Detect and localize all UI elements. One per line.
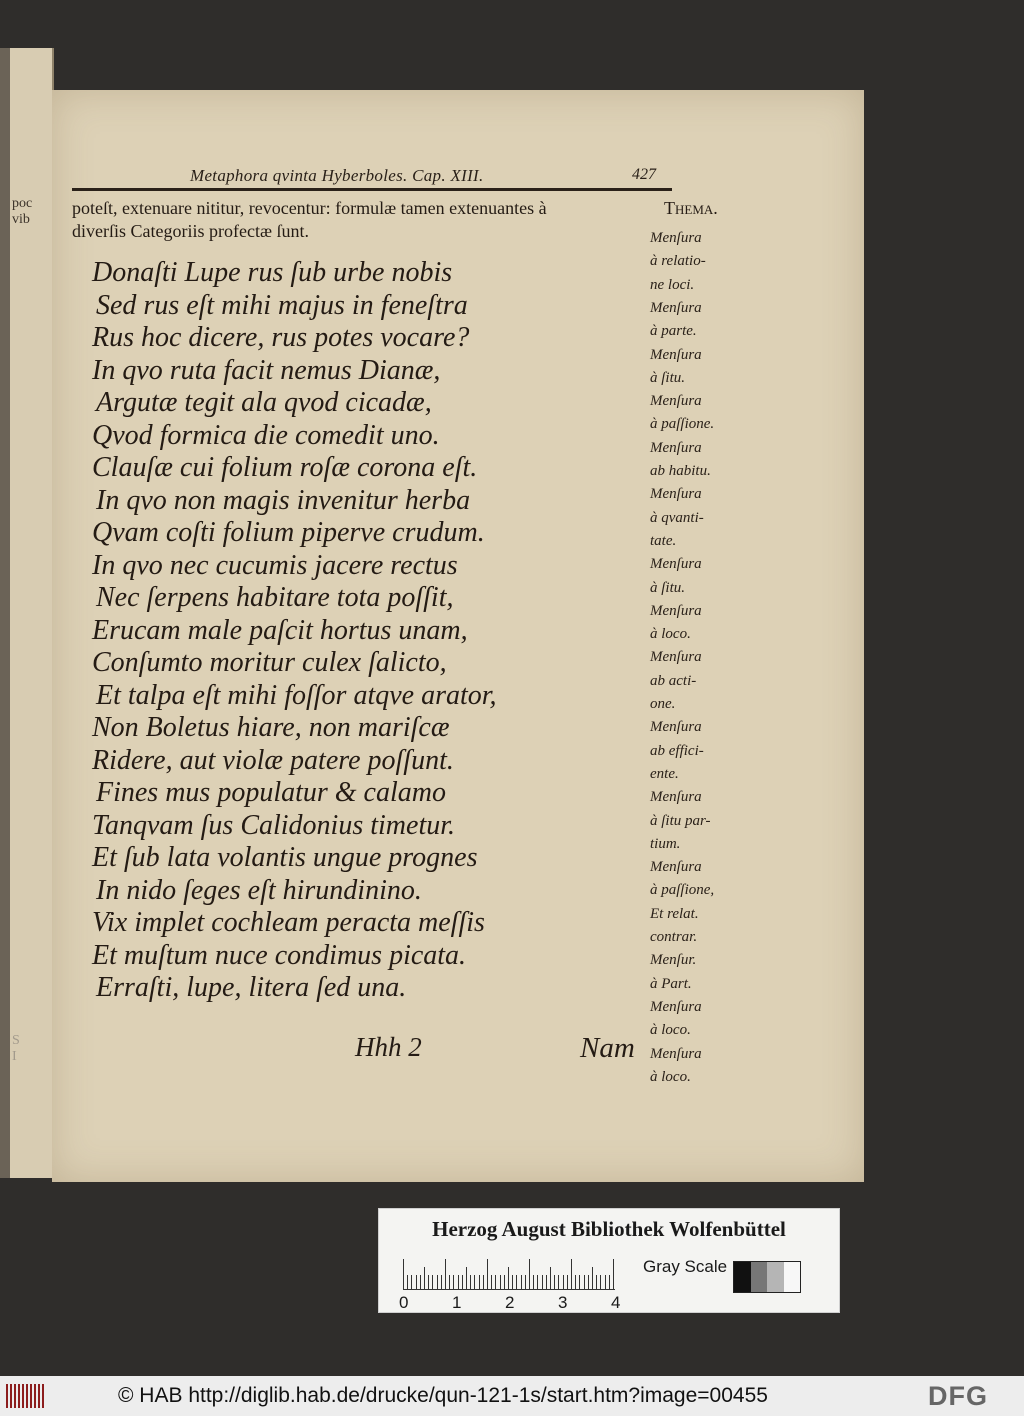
ruler-tick xyxy=(411,1275,412,1289)
ruler-tick xyxy=(525,1275,526,1289)
gray-patch xyxy=(734,1262,751,1292)
ruler-tick xyxy=(504,1275,505,1289)
ruler-tick xyxy=(554,1275,555,1289)
ruler-tick xyxy=(550,1267,551,1289)
ruler-tick xyxy=(470,1275,471,1289)
ruler-number: 4 xyxy=(611,1293,621,1312)
marginal-note: Menſura xyxy=(650,998,702,1015)
marginal-note: Menſur. xyxy=(650,952,697,969)
verse-line: Et ſub lata volantis ungue prognes xyxy=(92,842,478,873)
color-reference-card xyxy=(378,1208,840,1313)
verse-line: Erucam male paſcit hortus unam, xyxy=(92,614,468,646)
verse-line: Qvod formica die comedit uno. xyxy=(92,419,440,451)
ruler-tick xyxy=(533,1275,534,1289)
thema-label: Thema. xyxy=(664,198,718,218)
ruler-tick xyxy=(600,1275,601,1289)
verse-line: Conſumto moritur culex ſalicto, xyxy=(92,647,447,678)
marginal-note: à paſſione. xyxy=(650,416,715,433)
running-header xyxy=(72,166,672,192)
ruler-tick xyxy=(529,1259,530,1289)
verse-line: Et talpa eſt mihi foſſor atqve arator, xyxy=(96,679,497,711)
ruler-tick xyxy=(420,1275,421,1289)
ruler-tick xyxy=(508,1267,509,1289)
verse-line: Nec ſerpens habitare tota poſſit, xyxy=(96,582,454,613)
marginal-note: Menſura xyxy=(650,719,702,736)
ruler-tick xyxy=(479,1275,480,1289)
copyright-link[interactable]: © HAB http://diglib.hab.de/drucke/qun-121-1s/start.htm?image=00455 xyxy=(118,1384,768,1407)
ruler-tick xyxy=(521,1275,522,1289)
ruler-tick xyxy=(495,1275,496,1289)
gray-patch xyxy=(767,1262,784,1292)
ruler-tick xyxy=(428,1275,429,1289)
marginal-note: à loco. xyxy=(650,626,691,643)
marginal-note: ente. xyxy=(650,765,679,782)
ruler-number: 3 xyxy=(558,1293,568,1312)
catchword: Nam xyxy=(580,1032,635,1064)
prose-line-2: diverſis Categoriis profectæ ſunt. xyxy=(72,221,309,241)
previous-page-fragment: I xyxy=(12,1049,17,1064)
marginal-note: à relatio- xyxy=(650,253,706,270)
previous-page-fragment: S xyxy=(12,1033,20,1048)
ruler-tick xyxy=(584,1275,585,1289)
marginal-note: tate. xyxy=(650,532,677,549)
ruler-tick xyxy=(466,1267,467,1289)
running-title: Metaphora qvinta Hyberboles. Cap. XIII. xyxy=(190,166,484,185)
ruler-tick xyxy=(449,1275,450,1289)
previous-page-text-bottom xyxy=(12,1033,48,1065)
barcode-icon xyxy=(6,1384,44,1408)
marginal-note: à qvanti- xyxy=(650,509,704,526)
verse-line: In qvo nec cucumis jacere rectus xyxy=(92,549,458,581)
marginal-note: Menſura xyxy=(650,649,702,666)
marginal-note: ab effici- xyxy=(650,742,704,759)
ruler-tick xyxy=(542,1275,543,1289)
library-name: Herzog August Bibliothek Wolfenbüttel xyxy=(432,1217,786,1241)
ruler-tick xyxy=(609,1275,610,1289)
prose-line-1: poteſt, extenuare nititur, revocentur: formulæ tamen extenuantes à xyxy=(72,198,547,218)
previous-page-fragment: vib xyxy=(12,212,30,227)
gray-patch xyxy=(751,1262,768,1292)
ruler-tick xyxy=(605,1275,606,1289)
book-cover-edge xyxy=(0,48,10,1178)
ruler-tick xyxy=(416,1275,417,1289)
gray-patch xyxy=(784,1262,801,1292)
ruler-tick xyxy=(491,1275,492,1289)
marginal-note: ne loci. xyxy=(650,276,695,293)
ruler-tick xyxy=(474,1275,475,1289)
marginal-note: one. xyxy=(650,696,676,712)
marginal-note: à loco. xyxy=(650,1022,691,1039)
marginal-note: Menſura xyxy=(650,230,702,246)
ruler-tick xyxy=(571,1259,572,1289)
ruler-tick xyxy=(558,1275,559,1289)
gray-scale-swatch xyxy=(733,1261,801,1293)
ruler-number: 2 xyxy=(505,1293,515,1312)
previous-page-edge xyxy=(0,48,54,1178)
marginal-note: Et relat. xyxy=(650,905,699,922)
ruler-tick xyxy=(424,1267,425,1289)
marginal-note: à ſitu par- xyxy=(650,812,711,829)
ruler-number: 1 xyxy=(452,1293,462,1312)
marginal-note: Menſura xyxy=(650,789,702,806)
marginal-note: ab acti- xyxy=(650,672,697,689)
ruler-tick xyxy=(588,1275,589,1289)
marginal-note: Menſura xyxy=(650,556,702,573)
marginal-note: à loco. xyxy=(650,1068,691,1085)
marginal-note: Menſura xyxy=(650,602,702,619)
ruler-tick xyxy=(567,1275,568,1289)
marginal-note: Menſura xyxy=(650,1045,702,1062)
verse-line: Qvam coſti folium piperve crudum. xyxy=(92,517,485,548)
verse-line: Donaſti Lupe rus ſub urbe nobis xyxy=(92,257,453,288)
ruler-tick xyxy=(546,1275,547,1289)
ruler-tick xyxy=(487,1259,488,1289)
verse-line: Ridere, aut violæ patere poſſunt. xyxy=(92,744,454,776)
ruler-tick xyxy=(403,1259,404,1289)
ruler-tick xyxy=(500,1275,501,1289)
ruler-tick xyxy=(563,1275,564,1289)
ruler-tick xyxy=(592,1267,593,1289)
ruler-tick xyxy=(579,1275,580,1289)
verse-line: Erraſti, lupe, litera ſed una. xyxy=(96,972,407,1003)
measurement-ruler xyxy=(403,1259,615,1290)
previous-page-fragment: poc xyxy=(12,196,33,211)
marginal-note: Menſura xyxy=(650,346,702,363)
verse-line: Fines mus populatur & calamo xyxy=(96,777,446,808)
verse-line: In qvo ruta facit nemus Dianæ, xyxy=(92,354,441,386)
ruler-tick xyxy=(432,1275,433,1289)
marginal-note: à ſitu. xyxy=(650,579,686,596)
ruler-tick xyxy=(613,1259,614,1289)
footer-bar xyxy=(0,1376,1024,1416)
marginal-note: à paſſione, xyxy=(650,882,715,899)
gray-scale-label: Gray Scale xyxy=(643,1257,728,1276)
header-rule xyxy=(72,188,672,191)
verse-line: Clauſæ cui folium roſæ corona eſt. xyxy=(92,452,478,483)
verse-line: Argutæ tegit ala qvod cicadæ, xyxy=(96,387,432,418)
ruler-tick xyxy=(453,1275,454,1289)
marginal-note: Menſura xyxy=(650,299,702,316)
marginal-note: ab habitu. xyxy=(650,463,711,479)
verse-line: Vix implet cochleam peracta meſſis xyxy=(92,907,485,938)
previous-page-text-top xyxy=(12,196,48,228)
ruler-number: 0 xyxy=(399,1293,409,1312)
marginal-note: Menſura xyxy=(650,393,702,410)
verse-line: Rus hoc dicere, rus potes vocare? xyxy=(92,322,470,353)
verse-line: Sed rus eſt mihi majus in feneſtra xyxy=(96,289,468,321)
ruler-tick xyxy=(437,1275,438,1289)
signature-mark: Hhh 2 xyxy=(355,1032,422,1062)
ruler-tick xyxy=(441,1275,442,1289)
dfg-logo: DFG xyxy=(928,1381,988,1411)
verse-line: Non Boletus hiare, non mariſcæ xyxy=(92,712,450,743)
verse-line: In nido ſeges eſt hirundinino. xyxy=(96,874,422,906)
ruler-tick xyxy=(483,1275,484,1289)
marginal-note: tium. xyxy=(650,835,681,852)
marginal-note: à ſitu. xyxy=(650,369,686,386)
ruler-tick xyxy=(537,1275,538,1289)
ruler-tick xyxy=(575,1275,576,1289)
marginal-note: Menſura xyxy=(650,859,702,876)
marginal-note: à Part. xyxy=(650,975,692,992)
ruler-tick xyxy=(512,1275,513,1289)
ruler-tick xyxy=(445,1259,446,1289)
verse-line: Tanqvam ſus Calidonius timetur. xyxy=(92,809,456,841)
ruler-tick xyxy=(596,1275,597,1289)
page-number: 427 xyxy=(632,166,656,183)
ruler-tick xyxy=(462,1275,463,1289)
marginal-note: Menſura xyxy=(650,486,702,503)
marginal-note: à parte. xyxy=(650,323,697,340)
verse-line: Et muſtum nuce condimus picata. xyxy=(92,939,467,971)
ruler-tick xyxy=(407,1275,408,1289)
verse-line: In qvo non magis invenitur herba xyxy=(96,484,471,516)
ruler-tick xyxy=(516,1275,517,1289)
ruler-tick xyxy=(458,1275,459,1289)
marginal-note: contrar. xyxy=(650,929,698,945)
marginal-note: Menſura xyxy=(650,439,702,456)
